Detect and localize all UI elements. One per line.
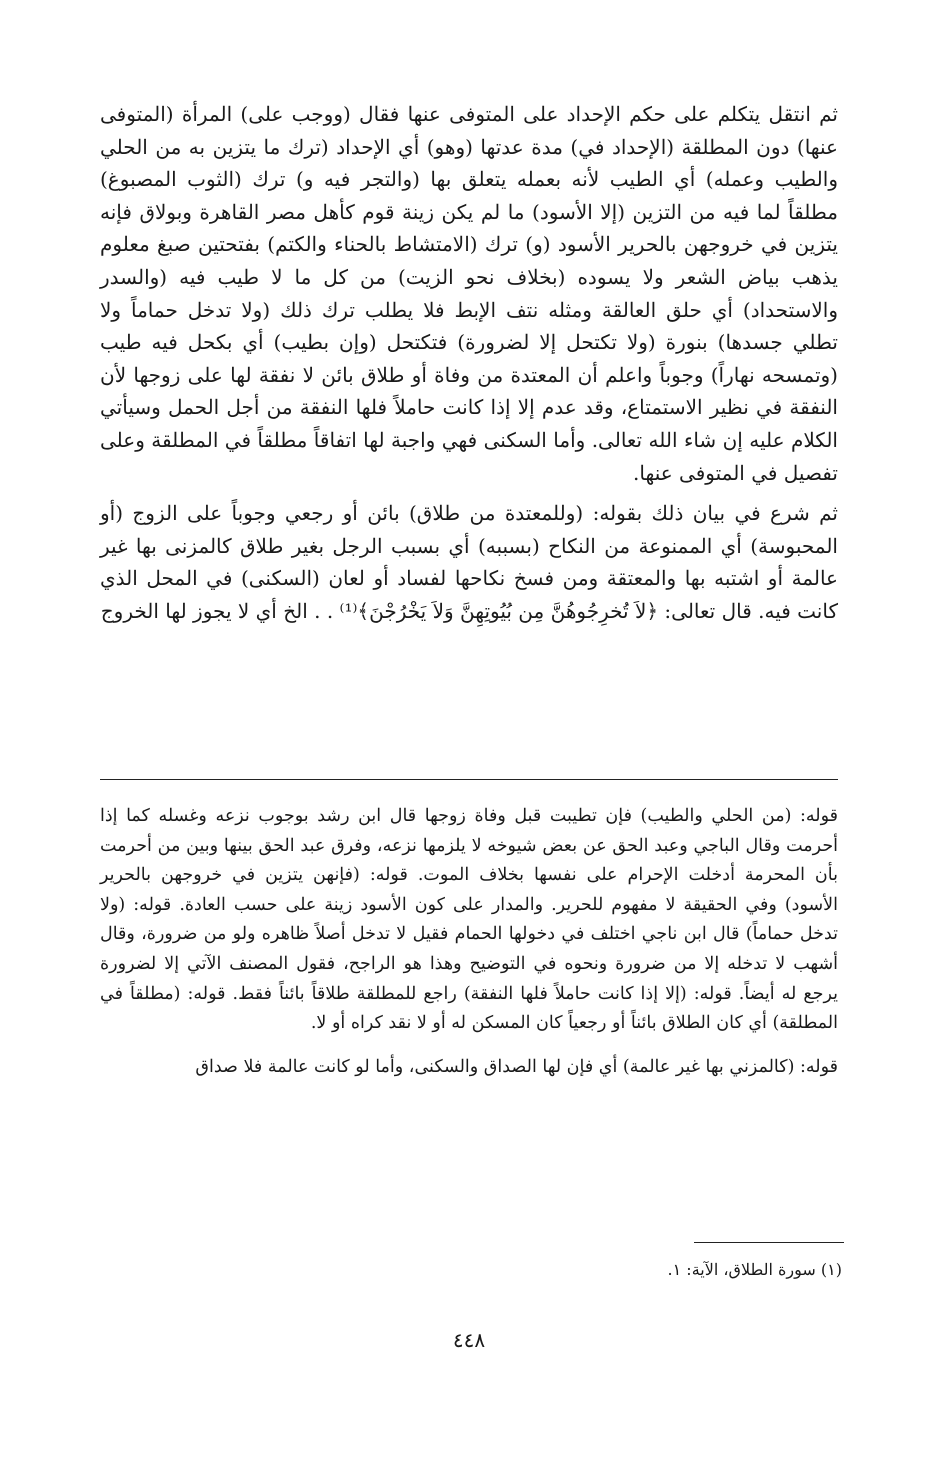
commentary-paragraph-1: قوله: (من الحلي والطيب) فإن تطيبت قبل وفاة زوجها قال ابن رشد بوجوب نزعه وغسله كما إذا أحرمت وقال الباجي وعبد الحق عن بعض شيوخه لا يلزمها نزعه، وفرق عبد الحق بينها وبين من أحرمت بأن المحرمة أدخلت الإحرام على نفسها بخلاف الموت. قوله: (فإنهن يتزين في خروجهن بالحرير الأسود) وفي الحقيقة لا مفهوم للحرير. والمدار على كون الأسود زينة على حسب العادة. قوله: (ولا تدخل حماماً) قال ابن ناجي اختلف في دخولها الحمام فقيل لا تدخل أصلاً ظاهره ولو من ضرورة، وقال أشهب لا تدخله إلا من ضرورة ونحوه في التوضيح وهذا هو الراجح، فقول المصنف الآتي إلا لضرورة يرجع له أيضاً. قوله: (إلا إذا كانت حاملاً فلها النفقة) راجع للمطلقة طلاقاً بائناً فقط. قوله: (مطلقاً في المطلقة) أي كان الطلاق بائناً أو رجعياً كان المسكن له أو لا نقد كراه أو لا.: [100, 806, 838, 1034]
main-paragraph-2: ثم شرع في بيان ذلك بقوله: (وللمعتدة من طلاق) بائن أو رجعي وجوباً على الزوج (أو المحبوسة) أي الممنوعة من النكاح (بسببه) أي بسبب الرجل بغير طلاق كالمزنى بها غير عالمة أو اشتبه بها والمعتقة ومن فسخ نكاحها لفساد أو لعان (السكنى) في المحل الذي كانت فيه. قال تعالى: ﴿لاَ تُخرِجُوهُنَّ مِن بُيُوتِهِنَّ وَلاَ يَخْرُجْنَ﴾⁽¹⁾ . . الخ أي لا يجوز لها الخروج: [100, 501, 838, 623]
main-paragraph-1: ثم انتقل يتكلم على حكم الإحداد على المتوفى عنها فقال (ووجب على) المرأة (المتوفى عنها) دون المطلقة (الإحداد في) مدة عدتها (وهو) أي الإحداد (ترك ما يتزين به من الحلي والطيب وعمله) أي الطيب لأنه بعمله يتعلق بها (والتجر فيه و) ترك (الثوب المصبوغ) مطلقاً لما فيه من التزين (إلا الأسود) ما لم يكن زينة قوم كأهل مصر القاهرة وبولاق فإنه يتزين في خروجهن بالحرير الأسود (و) ترك (الامتشاط بالحناء والكتم) بفتحتين صبغ معلوم يذهب بياض الشعر ولا يسوده (بخلاف نحو الزيت) من كل ما لا طيب فيه (والسدر والاستحداد) أي حلق العالقة ومثله نتف الإبط فلا يطلب ترك ذلك (ولا تدخل حماماً ولا تطلي جسدها) بنورة (ولا تكتحل إلا لضرورة) فتكتحل (وإن بطيب) أي بكحل فيه طيب (وتمسحه نهاراً) وجوباً واعلم أن المعتدة من وفاة أو طلاق بائن لا نفقة لها على زوجها لأن النفقة في نظير الاستمتاع، وقد عدم إلا إذا كانت حاملاً فلها النفقة من أجل الحمل وسيأتي الكلام عليه إن شاء الله تعالى. وأما السكنى فهي واجبة لها اتفاقاً مطلقاً في المطلقة وعلى تفصيل في المتوفى عنها.: [100, 102, 838, 485]
footnote: (١) سورة الطلاق، الآية: ١.: [667, 1260, 842, 1279]
main-text: [100, 98, 838, 628]
commentary-text: [100, 802, 838, 1082]
page-number: ٤٤٨: [452, 1328, 486, 1352]
commentary-paragraph-2: قوله: (كالمزني بها غير عالمة) أي فإن لها الصداق والسكنى، وأما لو كانت عالمة فلا صداق: [195, 1056, 838, 1077]
commentary-divider: [100, 779, 838, 780]
footnote-rule: [694, 1242, 844, 1243]
